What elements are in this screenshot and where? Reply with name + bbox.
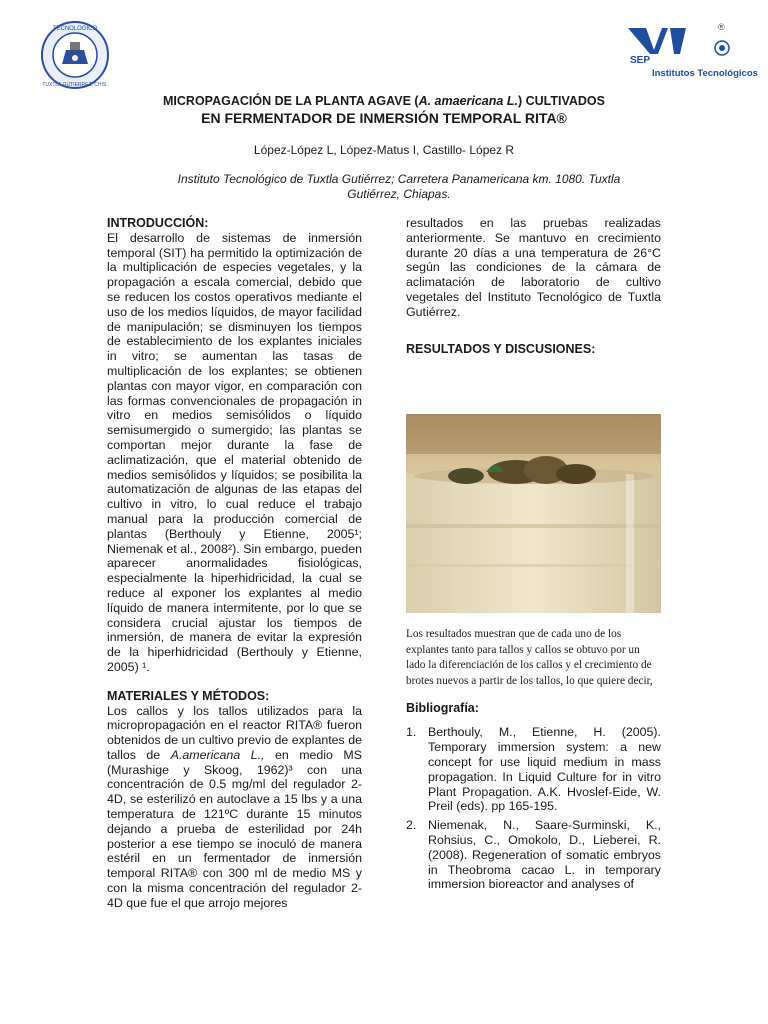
authors: López-López L, López-Matus I, Castillo- López R [253,143,515,157]
institutos-label: Institutos Tecnológicos [652,68,758,79]
paper-title [100,92,668,127]
reference-item: 1. Berthouly, M., Etienne, H. (2005). Temporary immersion system: a new concept for use liquid medium in mass propagation. In Liquid Culture for in vitro Plant Propagation. A.K. Hvoslef-Eide, W. Preil (eds). pp 165-195. [406,725,661,814]
title-line-1: MICROPAGACIÓN DE LA PLANTA AGAVE (A. amaericana L.) CULTIVADOS [163,94,605,108]
methods-text: Los callos y los tallos utilizados para la micropropagación en el reactor RITA® fueron obtenidos de un cultivo previo de explantes de tallos de A.americana L., en medio MS (Murashige y Skoog, 1962)³ con una concentración de 0.5 mg/ml del regulador 2-4D, se esterilizó en autoclave a 15 lbs y a una temperatura de 121ºC durante 15 minutos dejando a prueba de esterilidad por 24h posterior a ese tiempo se inoculó de manera estéril en un fermentador de inmersión temporal RITA® con 300 ml de medio MS y con la misma concentración del regulador 2-4D que fue el que arrojo mejores [107,703,362,910]
methods-species: A.americana L., [170,747,265,762]
left-column [107,216,362,911]
registered-mark: ® [718,22,725,32]
seal-text-top: TECNOLOGICO [52,26,98,32]
methods-heading: MATERIALES Y MÉTODOS: [107,688,270,703]
results-photo [406,414,661,613]
affiliation: Instituto Tecnológico de Tuxtla Gutiérrez; Carretera Panamericana km. 1080. Tuxtla Gutiérrez, Chiapas. [177,172,621,201]
title-species: A. amaericana L. [418,94,518,108]
results-caption: Los resultados muestran que de cada uno de los explantes tanto para tallos y callos se obtuvo por un lado la diferenciación de los callos y el crecimiento de brotes nuevos a partir de los tallos, lo que quiere decir, [406,628,653,687]
intro-heading: INTRODUCCIÓN: [107,216,209,230]
sep-label: SEP [630,55,651,66]
reference-list [406,725,661,892]
seal-text-bottom: TUXTLA GUTIERREZ, CHIS. [42,82,108,88]
reference-item: 2. Niemenak, N., Saare-Surminski, K., Rohsius, C., Omokolo, D., Lieberei, R. (2008). Regeneration of somatic embryos in Theobroma cacao L. in temporary immersion bioreactor and analyses of [406,818,661,892]
title-line-2: EN FERMENTADOR DE INMERSIÓN TEMPORAL RITA® [201,110,567,126]
bibliography-heading: Bibliografía: [406,700,479,715]
right-column [406,216,661,896]
tecnologico-seal-logo [40,20,110,90]
intro-text: El desarrollo de sistemas de inmersión temporal (SIT) ha permitido la optimización de la multiplicación de especies vegetales, y la propagación a escala comercial, debido que se reducen los costos operativos mediante el uso de los medios líquidos, de mayor facilidad de manipulación; se disminuyen los tiempos de establecimiento de los explantes iniciales in vitro; se aumentan las tasas de multiplicación de los explantes; se obtienen plantas con mayor vigor, en comparación con las formas convencionales de propagación in vitro en medios semisólidos o líquido semisumergido o sumergido; las plantas se comportan mejor durante la fase de aclimatización, que el material obtenido de medios semisólidos y líquidos; se posibilita la automatización de algunas de las etapas del cultivo in vitro, lo cual reduce el trabajo manual para la producción comercial de plantas (Berthouly y Etienne, 2005¹; Niemenak et al., 2008²). Sin embargo, pueden aparecer anormalidades fisiológicas, especialmente la hiperhidricidad, la cual se reduce al exponer los explantes al medio líquido de manera intermitente, por lo que se considera crucial ajustar los tiempos de inmersión, de manera de evitar la expresión de la hiperhidricidad (Berthouly y Etienne, 2005) ¹. [107,230,362,674]
results-heading: RESULTADOS Y DISCUSIONES: [406,341,596,356]
methods-continued-text: resultados en las pruebas realizadas anteriormente. Se mantuvo en crecimiento durante 20 días a una temperatura de 26°C según las condiciones de la cámara de aclimatación de laboratorio de cultivo vegetales del Instituto Tecnológico de Tuxtla Gutiérrez. [406,216,661,319]
